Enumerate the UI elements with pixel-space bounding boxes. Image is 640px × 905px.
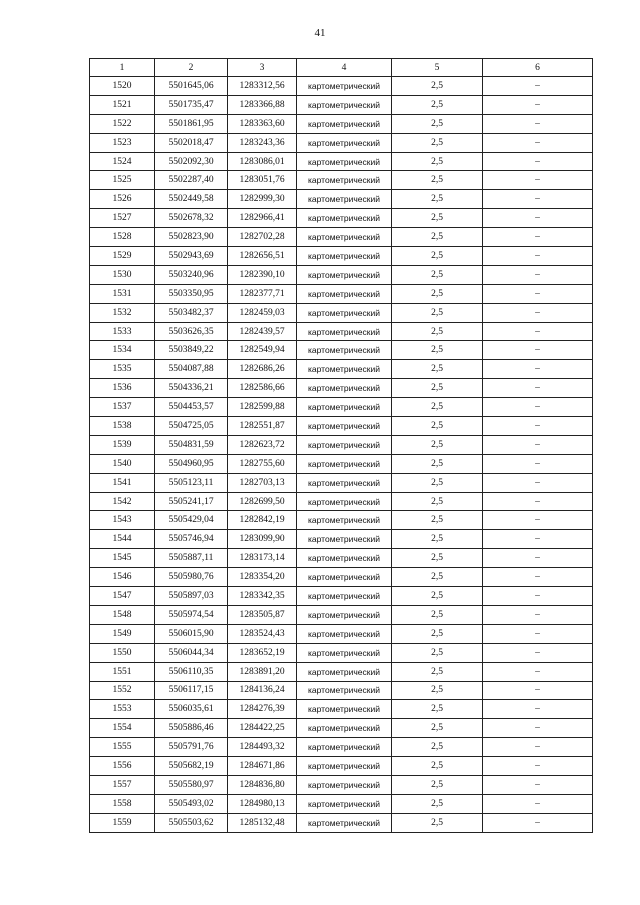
y-coordinate-cell: 1284980,13: [228, 794, 297, 813]
y-coordinate-cell: 1282459,03: [228, 303, 297, 322]
table-row: [90, 813, 593, 832]
accuracy-cell: 2,5: [392, 152, 483, 171]
y-coordinate-cell: 1282599,88: [228, 398, 297, 417]
accuracy-cell: 2,5: [392, 265, 483, 284]
table-row: [90, 454, 593, 473]
x-coordinate-cell: 5505429,04: [155, 511, 228, 530]
table-row: [90, 133, 593, 152]
y-coordinate-cell: 1284276,39: [228, 700, 297, 719]
method-cell: картометрический: [297, 247, 392, 266]
x-coordinate-cell: 5504725,05: [155, 417, 228, 436]
note-cell: –: [483, 284, 593, 303]
table-row: [90, 662, 593, 681]
table-row: [90, 605, 593, 624]
y-coordinate-cell: 1282703,13: [228, 473, 297, 492]
accuracy-cell: 2,5: [392, 190, 483, 209]
y-coordinate-cell: 1285132,48: [228, 813, 297, 832]
table-row: [90, 492, 593, 511]
x-coordinate-cell: 5505493,02: [155, 794, 228, 813]
accuracy-cell: 2,5: [392, 700, 483, 719]
accuracy-cell: 2,5: [392, 247, 483, 266]
method-cell: картометрический: [297, 152, 392, 171]
accuracy-cell: 2,5: [392, 549, 483, 568]
column-header-4: 4: [297, 59, 392, 77]
note-cell: –: [483, 265, 593, 284]
note-cell: –: [483, 209, 593, 228]
point-number-cell: 1531: [90, 284, 155, 303]
method-cell: картометрический: [297, 624, 392, 643]
x-coordinate-cell: 5501735,47: [155, 95, 228, 114]
point-number-cell: 1549: [90, 624, 155, 643]
x-coordinate-cell: 5505974,54: [155, 605, 228, 624]
x-coordinate-cell: 5503626,35: [155, 322, 228, 341]
method-cell: картометрический: [297, 209, 392, 228]
table-row: [90, 77, 593, 96]
y-coordinate-cell: 1283891,20: [228, 662, 297, 681]
point-number-cell: 1525: [90, 171, 155, 190]
note-cell: –: [483, 360, 593, 379]
method-cell: картометрический: [297, 95, 392, 114]
point-number-cell: 1556: [90, 757, 155, 776]
point-number-cell: 1524: [90, 152, 155, 171]
table-row: [90, 511, 593, 530]
note-cell: –: [483, 511, 593, 530]
note-cell: –: [483, 643, 593, 662]
accuracy-cell: 2,5: [392, 775, 483, 794]
method-cell: картометрический: [297, 643, 392, 662]
point-number-cell: 1535: [90, 360, 155, 379]
method-cell: картометрический: [297, 417, 392, 436]
accuracy-cell: 2,5: [392, 662, 483, 681]
method-cell: картометрический: [297, 265, 392, 284]
point-number-cell: 1537: [90, 398, 155, 417]
table-row: [90, 624, 593, 643]
note-cell: –: [483, 757, 593, 776]
method-cell: картометрический: [297, 398, 392, 417]
method-cell: картометрический: [297, 549, 392, 568]
y-coordinate-cell: 1282551,87: [228, 417, 297, 436]
accuracy-cell: 2,5: [392, 171, 483, 190]
x-coordinate-cell: 5503240,96: [155, 265, 228, 284]
y-coordinate-cell: 1283652,19: [228, 643, 297, 662]
y-coordinate-cell: 1284493,32: [228, 738, 297, 757]
y-coordinate-cell: 1282842,19: [228, 511, 297, 530]
method-cell: картометрический: [297, 228, 392, 247]
y-coordinate-cell: 1282699,50: [228, 492, 297, 511]
point-number-cell: 1547: [90, 587, 155, 606]
method-cell: картометрический: [297, 473, 392, 492]
x-coordinate-cell: 5506117,15: [155, 681, 228, 700]
accuracy-cell: 2,5: [392, 303, 483, 322]
x-coordinate-cell: 5506035,61: [155, 700, 228, 719]
point-number-cell: 1558: [90, 794, 155, 813]
table-row: [90, 738, 593, 757]
y-coordinate-cell: 1283354,20: [228, 568, 297, 587]
table-row: [90, 114, 593, 133]
accuracy-cell: 2,5: [392, 114, 483, 133]
y-coordinate-cell: 1282686,26: [228, 360, 297, 379]
accuracy-cell: 2,5: [392, 341, 483, 360]
table-row: [90, 435, 593, 454]
y-coordinate-cell: 1282623,72: [228, 435, 297, 454]
column-header-6: 6: [483, 59, 593, 77]
note-cell: –: [483, 322, 593, 341]
x-coordinate-cell: 5504831,59: [155, 435, 228, 454]
note-cell: –: [483, 190, 593, 209]
method-cell: картометрический: [297, 794, 392, 813]
accuracy-cell: 2,5: [392, 492, 483, 511]
accuracy-cell: 2,5: [392, 587, 483, 606]
method-cell: картометрический: [297, 190, 392, 209]
column-header-2: 2: [155, 59, 228, 77]
table-row: [90, 643, 593, 662]
accuracy-cell: 2,5: [392, 417, 483, 436]
x-coordinate-cell: 5502287,40: [155, 171, 228, 190]
accuracy-cell: 2,5: [392, 643, 483, 662]
column-header-5: 5: [392, 59, 483, 77]
y-coordinate-cell: 1283173,14: [228, 549, 297, 568]
point-number-cell: 1529: [90, 247, 155, 266]
note-cell: –: [483, 719, 593, 738]
accuracy-cell: 2,5: [392, 95, 483, 114]
table-row: [90, 757, 593, 776]
x-coordinate-cell: 5506110,35: [155, 662, 228, 681]
x-coordinate-cell: 5505980,76: [155, 568, 228, 587]
table-row: [90, 775, 593, 794]
method-cell: картометрический: [297, 587, 392, 606]
x-coordinate-cell: 5505897,03: [155, 587, 228, 606]
table-row: [90, 228, 593, 247]
method-cell: картометрический: [297, 171, 392, 190]
point-number-cell: 1528: [90, 228, 155, 247]
x-coordinate-cell: 5505241,17: [155, 492, 228, 511]
note-cell: –: [483, 454, 593, 473]
note-cell: –: [483, 171, 593, 190]
note-cell: –: [483, 303, 593, 322]
note-cell: –: [483, 549, 593, 568]
method-cell: картометрический: [297, 435, 392, 454]
x-coordinate-cell: 5505791,76: [155, 738, 228, 757]
x-coordinate-cell: 5502018,47: [155, 133, 228, 152]
accuracy-cell: 2,5: [392, 360, 483, 379]
table-row: [90, 587, 593, 606]
point-number-cell: 1536: [90, 379, 155, 398]
point-number-cell: 1520: [90, 77, 155, 96]
x-coordinate-cell: 5502092,30: [155, 152, 228, 171]
accuracy-cell: 2,5: [392, 379, 483, 398]
table-row: [90, 284, 593, 303]
note-cell: –: [483, 228, 593, 247]
x-coordinate-cell: 5505580,97: [155, 775, 228, 794]
point-number-cell: 1553: [90, 700, 155, 719]
table-row: [90, 568, 593, 587]
x-coordinate-cell: 5502449,58: [155, 190, 228, 209]
accuracy-cell: 2,5: [392, 757, 483, 776]
x-coordinate-cell: 5503482,37: [155, 303, 228, 322]
y-coordinate-cell: 1282656,51: [228, 247, 297, 266]
table-row: [90, 265, 593, 284]
accuracy-cell: 2,5: [392, 511, 483, 530]
table-row: [90, 95, 593, 114]
accuracy-cell: 2,5: [392, 568, 483, 587]
accuracy-cell: 2,5: [392, 794, 483, 813]
x-coordinate-cell: 5506015,90: [155, 624, 228, 643]
x-coordinate-cell: 5506044,34: [155, 643, 228, 662]
accuracy-cell: 2,5: [392, 454, 483, 473]
accuracy-cell: 2,5: [392, 435, 483, 454]
note-cell: –: [483, 379, 593, 398]
accuracy-cell: 2,5: [392, 530, 483, 549]
method-cell: картометрический: [297, 719, 392, 738]
note-cell: –: [483, 794, 593, 813]
accuracy-cell: 2,5: [392, 133, 483, 152]
point-number-cell: 1543: [90, 511, 155, 530]
table-row: [90, 719, 593, 738]
table-row: [90, 700, 593, 719]
note-cell: –: [483, 417, 593, 436]
point-number-cell: 1538: [90, 417, 155, 436]
note-cell: –: [483, 530, 593, 549]
note-cell: –: [483, 587, 593, 606]
note-cell: –: [483, 133, 593, 152]
method-cell: картометрический: [297, 681, 392, 700]
y-coordinate-cell: 1283051,76: [228, 171, 297, 190]
table-row: [90, 530, 593, 549]
point-number-cell: 1545: [90, 549, 155, 568]
x-coordinate-cell: 5504087,88: [155, 360, 228, 379]
y-coordinate-cell: 1282586,66: [228, 379, 297, 398]
method-cell: картометрический: [297, 303, 392, 322]
table-row: [90, 303, 593, 322]
y-coordinate-cell: 1284836,80: [228, 775, 297, 794]
point-number-cell: 1559: [90, 813, 155, 832]
y-coordinate-cell: 1283086,01: [228, 152, 297, 171]
note-cell: –: [483, 95, 593, 114]
method-cell: картометрический: [297, 379, 392, 398]
point-number-cell: 1542: [90, 492, 155, 511]
point-number-cell: 1523: [90, 133, 155, 152]
point-number-cell: 1533: [90, 322, 155, 341]
table-row: [90, 171, 593, 190]
x-coordinate-cell: 5501861,95: [155, 114, 228, 133]
accuracy-cell: 2,5: [392, 284, 483, 303]
accuracy-cell: 2,5: [392, 605, 483, 624]
table-row: [90, 209, 593, 228]
point-number-cell: 1555: [90, 738, 155, 757]
accuracy-cell: 2,5: [392, 624, 483, 643]
method-cell: картометрический: [297, 662, 392, 681]
point-number-cell: 1540: [90, 454, 155, 473]
table-row: [90, 473, 593, 492]
y-coordinate-cell: 1282439,57: [228, 322, 297, 341]
y-coordinate-cell: 1283524,43: [228, 624, 297, 643]
note-cell: –: [483, 738, 593, 757]
table-row: [90, 398, 593, 417]
y-coordinate-cell: 1283312,56: [228, 77, 297, 96]
y-coordinate-cell: 1282999,30: [228, 190, 297, 209]
point-number-cell: 1532: [90, 303, 155, 322]
table-row: [90, 417, 593, 436]
page-number: 41: [314, 27, 326, 39]
accuracy-cell: 2,5: [392, 322, 483, 341]
x-coordinate-cell: 5503849,22: [155, 341, 228, 360]
accuracy-cell: 2,5: [392, 398, 483, 417]
x-coordinate-cell: 5505503,62: [155, 813, 228, 832]
accuracy-cell: 2,5: [392, 228, 483, 247]
accuracy-cell: 2,5: [392, 77, 483, 96]
point-number-cell: 1550: [90, 643, 155, 662]
method-cell: картометрический: [297, 360, 392, 379]
method-cell: картометрический: [297, 341, 392, 360]
note-cell: –: [483, 473, 593, 492]
y-coordinate-cell: 1282549,94: [228, 341, 297, 360]
point-number-cell: 1541: [90, 473, 155, 492]
x-coordinate-cell: 5504960,95: [155, 454, 228, 473]
y-coordinate-cell: 1282966,41: [228, 209, 297, 228]
y-coordinate-cell: 1284422,25: [228, 719, 297, 738]
table-row: [90, 322, 593, 341]
point-number-cell: 1554: [90, 719, 155, 738]
table-row: [90, 360, 593, 379]
method-cell: картометрический: [297, 605, 392, 624]
x-coordinate-cell: 5504453,57: [155, 398, 228, 417]
x-coordinate-cell: 5502943,69: [155, 247, 228, 266]
point-number-cell: 1526: [90, 190, 155, 209]
y-coordinate-cell: 1282702,28: [228, 228, 297, 247]
y-coordinate-cell: 1283366,88: [228, 95, 297, 114]
y-coordinate-cell: 1283099,90: [228, 530, 297, 549]
x-coordinate-cell: 5505682,19: [155, 757, 228, 776]
note-cell: –: [483, 624, 593, 643]
y-coordinate-cell: 1283505,87: [228, 605, 297, 624]
y-coordinate-cell: 1282755,60: [228, 454, 297, 473]
method-cell: картометрический: [297, 133, 392, 152]
note-cell: –: [483, 247, 593, 266]
table-row: [90, 794, 593, 813]
method-cell: картометрический: [297, 454, 392, 473]
note-cell: –: [483, 775, 593, 794]
method-cell: картометрический: [297, 114, 392, 133]
point-number-cell: 1557: [90, 775, 155, 794]
point-number-cell: 1522: [90, 114, 155, 133]
point-number-cell: 1548: [90, 605, 155, 624]
note-cell: –: [483, 435, 593, 454]
point-number-cell: 1530: [90, 265, 155, 284]
y-coordinate-cell: 1284671,86: [228, 757, 297, 776]
table-row: [90, 341, 593, 360]
method-cell: картометрический: [297, 322, 392, 341]
note-cell: –: [483, 813, 593, 832]
point-number-cell: 1521: [90, 95, 155, 114]
method-cell: картометрический: [297, 511, 392, 530]
point-number-cell: 1527: [90, 209, 155, 228]
method-cell: картометрический: [297, 700, 392, 719]
point-number-cell: 1544: [90, 530, 155, 549]
accuracy-cell: 2,5: [392, 681, 483, 700]
column-header-3: 3: [228, 59, 297, 77]
y-coordinate-cell: 1282377,71: [228, 284, 297, 303]
table-body: [90, 77, 593, 833]
x-coordinate-cell: 5505886,46: [155, 719, 228, 738]
method-cell: картометрический: [297, 492, 392, 511]
table-row: [90, 247, 593, 266]
table-header-row: [90, 59, 593, 77]
x-coordinate-cell: 5502678,32: [155, 209, 228, 228]
x-coordinate-cell: 5505746,94: [155, 530, 228, 549]
note-cell: –: [483, 568, 593, 587]
note-cell: –: [483, 681, 593, 700]
x-coordinate-cell: 5505123,11: [155, 473, 228, 492]
note-cell: –: [483, 341, 593, 360]
y-coordinate-cell: 1284136,24: [228, 681, 297, 700]
method-cell: картометрический: [297, 738, 392, 757]
table-row: [90, 190, 593, 209]
accuracy-cell: 2,5: [392, 719, 483, 738]
note-cell: –: [483, 152, 593, 171]
point-number-cell: 1539: [90, 435, 155, 454]
coordinates-table: [89, 58, 593, 833]
method-cell: картометрический: [297, 530, 392, 549]
accuracy-cell: 2,5: [392, 738, 483, 757]
x-coordinate-cell: 5503350,95: [155, 284, 228, 303]
table-row: [90, 379, 593, 398]
y-coordinate-cell: 1283243,36: [228, 133, 297, 152]
method-cell: картометрический: [297, 77, 392, 96]
column-header-1: 1: [90, 59, 155, 77]
point-number-cell: 1551: [90, 662, 155, 681]
note-cell: –: [483, 700, 593, 719]
method-cell: картометрический: [297, 284, 392, 303]
table-row: [90, 152, 593, 171]
note-cell: –: [483, 77, 593, 96]
note-cell: –: [483, 662, 593, 681]
x-coordinate-cell: 5505887,11: [155, 549, 228, 568]
x-coordinate-cell: 5501645,06: [155, 77, 228, 96]
point-number-cell: 1546: [90, 568, 155, 587]
x-coordinate-cell: 5502823,90: [155, 228, 228, 247]
point-number-cell: 1552: [90, 681, 155, 700]
accuracy-cell: 2,5: [392, 473, 483, 492]
method-cell: картометрический: [297, 568, 392, 587]
method-cell: картометрический: [297, 775, 392, 794]
accuracy-cell: 2,5: [392, 813, 483, 832]
note-cell: –: [483, 114, 593, 133]
note-cell: –: [483, 605, 593, 624]
accuracy-cell: 2,5: [392, 209, 483, 228]
y-coordinate-cell: 1282390,10: [228, 265, 297, 284]
note-cell: –: [483, 398, 593, 417]
x-coordinate-cell: 5504336,21: [155, 379, 228, 398]
method-cell: картометрический: [297, 813, 392, 832]
method-cell: картометрический: [297, 757, 392, 776]
note-cell: –: [483, 492, 593, 511]
point-number-cell: 1534: [90, 341, 155, 360]
table-row: [90, 681, 593, 700]
table-row: [90, 549, 593, 568]
y-coordinate-cell: 1283363,60: [228, 114, 297, 133]
y-coordinate-cell: 1283342,35: [228, 587, 297, 606]
